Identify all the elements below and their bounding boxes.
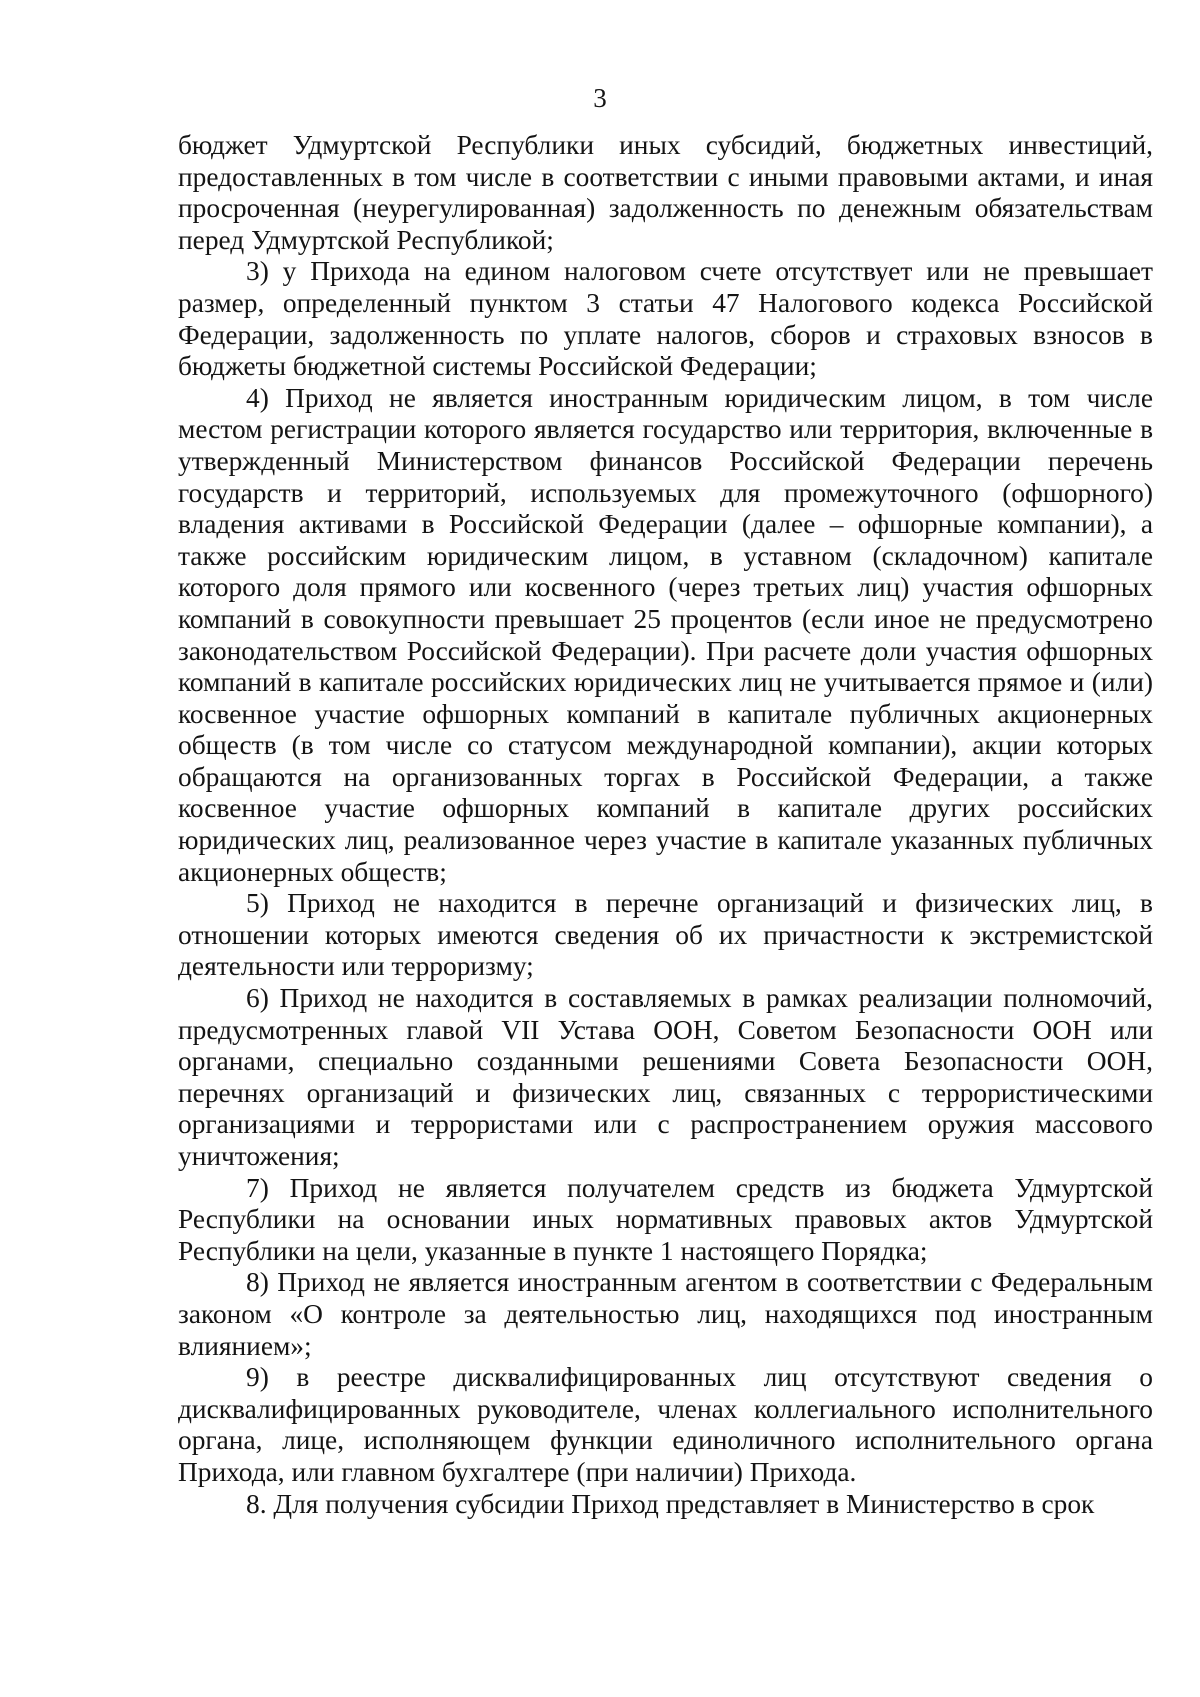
paragraph-item-4: 4) Приход не является иностранным юридическим лицом, в том числе местом регистрации которого является государство или территория, включенные в утвержденный Министерством финансов Российской Федерации перечень государств и территорий, используемых для промежуточного (офшорного) владения активами в Российской Федерации (далее – офшорные компании), а также российским юридическим лицом, в уставном (складочном) капитале которого доля прямого или косвенного (через третьих лиц) участия офшорных компаний в совокупности превышает 25 процентов (если иное не предусмотрено законодательством Российской Федерации). При расчете доли участия офшорных компаний в капитале российских юридических лиц не учитывается прямое и (или) косвенное участие офшорных компаний в капитале публичных акционерных обществ (в том числе со статусом международной компании), акции которых обращаются на организованных торгах в Российской Федерации, а также косвенное участие офшорных компаний в капитале других российских юридических лиц, реализованное через участие в капитале указанных публичных акционерных обществ; bbox=[178, 382, 1153, 887]
paragraph-item-5: 5) Приход не находится в перечне организаций и физических лиц, в отношении которых имеются сведения об их причастности к экстремистской деятельности или терроризму; bbox=[178, 888, 1153, 982]
paragraph-item-6: 6) Приход не находится в составляемых в рамках реализации полномочий, предусмотренных главой VII Устава ООН, Советом Безопасности ООН или органами, специально созданными решениями Совета Безопасности ООН, перечнях организаций и физических лиц, связанных с террористическими организациями и террористами или с распространением оружия массового уничтожения; bbox=[178, 983, 1153, 1171]
page-number: 3 bbox=[593, 83, 607, 113]
paragraph-continuation: бюджет Удмуртской Республики иных субсидий, бюджетных инвестиций, предоставленных в том числе в соответствии с иными правовыми актами, и иная просроченная (неурегулированная) задолженность по денежным обязательствам перед Удмуртской Республикой; bbox=[178, 130, 1153, 255]
paragraph-section-8: 8. Для получения субсидии Приход представляет в Министерство в срок bbox=[246, 1488, 1095, 1519]
paragraph-item-8: 8) Приход не является иностранным агентом в соответствии с Федеральным законом «О контроле за деятельностью лиц, находящихся под иностранным влиянием»; bbox=[178, 1267, 1153, 1361]
paragraph-item-7: 7) Приход не является получателем средств из бюджета Удмуртской Республики на основании иных нормативных правовых актов Удмуртской Республики на цели, указанные в пункте 1 настоящего Порядка; bbox=[178, 1172, 1153, 1266]
paragraph-item-9: 9) в реестре дисквалифицированных лиц отсутствуют сведения о дисквалифицированных руководителе, членах коллегиального исполнительного органа, лице, исполняющем функции единоличного исполнительного органа Прихода, или главном бухгалтере (при наличии) Прихода. bbox=[178, 1362, 1153, 1487]
paragraph-item-3: 3) у Прихода на едином налоговом счете отсутствует или не превышает размер, определенный пунктом 3 статьи 47 Налогового кодекса Российской Федерации, задолженность по уплате налогов, сборов и страховых взносов в бюджеты бюджетной системы Российской Федерации; bbox=[178, 256, 1153, 382]
document-body bbox=[178, 130, 1153, 1520]
